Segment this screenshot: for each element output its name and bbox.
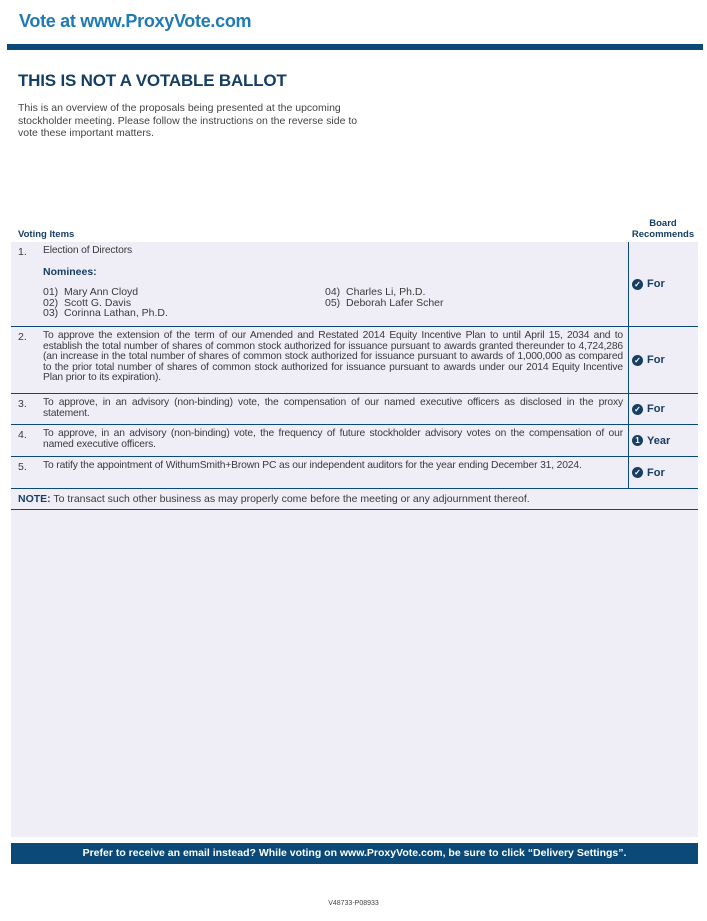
- nominee-number: 01): [43, 286, 59, 298]
- nominees-label: Nominees:: [43, 266, 97, 278]
- nominee-name: Charles Li, Ph.D.: [346, 286, 426, 298]
- note-text-wrap: [18, 493, 530, 505]
- nominee-item: [325, 298, 444, 309]
- item-number: 4.: [18, 429, 27, 441]
- nominee-name: Mary Ann Cloyd: [64, 286, 139, 298]
- column-header-board-recommends: Board Recommends: [631, 218, 695, 240]
- check-circle-icon: ✓: [632, 467, 643, 478]
- voting-item-2: [11, 327, 698, 394]
- board-recommendation: [628, 394, 698, 424]
- document-code: V48733-P08933: [328, 900, 379, 907]
- nominee-name: Deborah Lafer Scher: [346, 296, 444, 309]
- email-delivery-banner: Prefer to receive an email instead? While voting on www.ProxyVote.com, be sure to click “Delivery Settings”.: [11, 843, 698, 864]
- voting-item-5: [11, 457, 698, 489]
- header-divider-bar: [7, 44, 703, 50]
- item-text: To approve the extension of the term of our Amended and Restated 2014 Equity Incentive Plan to until April 15, 2034 and to establish the total number of shares of common stock authorized for issuance pursuant to awards granted thereunder to 4,724,286 (an increase in the total number of shares of common stock authorized for issuance pursuant to awards of 1,000,000 as compared to the prior total number of shares of common stock authorized for issuance pursuant to awards under our 2014 Equity Incentive Plan prior to its expiration).: [43, 330, 623, 383]
- item-text: Election of Directors: [43, 245, 132, 256]
- nominee-number: 04): [325, 286, 341, 298]
- page-title: THIS IS NOT A VOTABLE BALLOT: [18, 71, 287, 90]
- note-text: To transact such other business as may properly come before the meeting or any adjournment thereof.: [53, 493, 530, 505]
- nominee-list-left: [43, 287, 168, 319]
- item-number: 2.: [18, 331, 27, 343]
- item-number: 3.: [18, 398, 27, 410]
- recommendation-value: For: [647, 466, 665, 479]
- nominee-number: 03): [43, 307, 59, 319]
- nominee-name: Corinna Lathan, Ph.D.: [64, 307, 168, 319]
- nominee-name: Scott G. Davis: [64, 296, 132, 309]
- voting-item-3: [11, 394, 698, 425]
- number-one-circle-icon: 1: [632, 435, 643, 446]
- nominee-item: [43, 308, 168, 319]
- recommendation-value: For: [647, 403, 665, 415]
- intro-text: This is an overview of the proposals being presented at the upcoming stockholder meeting. Please follow the instructions on the reverse side to vote these important matters.: [18, 102, 358, 139]
- board-recommendation: [628, 425, 698, 456]
- column-header-voting-items: Voting Items: [18, 229, 75, 240]
- check-circle-icon: ✓: [632, 355, 643, 366]
- item-text: To approve, in an advisory (non-binding) vote, the frequency of future stockholder advisory votes on the compensation of our named executive officers.: [43, 428, 623, 450]
- check-circle-icon: ✓: [632, 279, 643, 290]
- recommendation-value: Year: [647, 434, 671, 447]
- item-text: To approve, in an advisory (non-binding) vote, the compensation of our named executive officers as disclosed in the proxy statement.: [43, 397, 623, 419]
- nominee-list-right: [325, 287, 444, 308]
- nominee-number: 05): [325, 296, 341, 309]
- item-text: To ratify the appointment of WithumSmith+Brown PC as our independent auditors for the year ending December 31, 2024.: [43, 460, 582, 471]
- board-recommendation: [628, 242, 698, 326]
- item-number: 5.: [18, 461, 27, 473]
- voting-item-4: [11, 425, 698, 457]
- proxyvote-link[interactable]: Vote at www.ProxyVote.com: [19, 11, 252, 31]
- note-label: NOTE:: [18, 493, 51, 505]
- board-recommendation: [628, 327, 698, 393]
- recommendation-value: For: [647, 278, 665, 290]
- note-row: [11, 489, 698, 510]
- recommendation-value: For: [647, 354, 665, 366]
- voting-item-1: [11, 242, 698, 327]
- check-circle-icon: ✓: [632, 404, 643, 415]
- board-recommendation: [628, 457, 698, 488]
- item-number: 1.: [18, 246, 27, 258]
- nominee-number: 02): [43, 296, 59, 309]
